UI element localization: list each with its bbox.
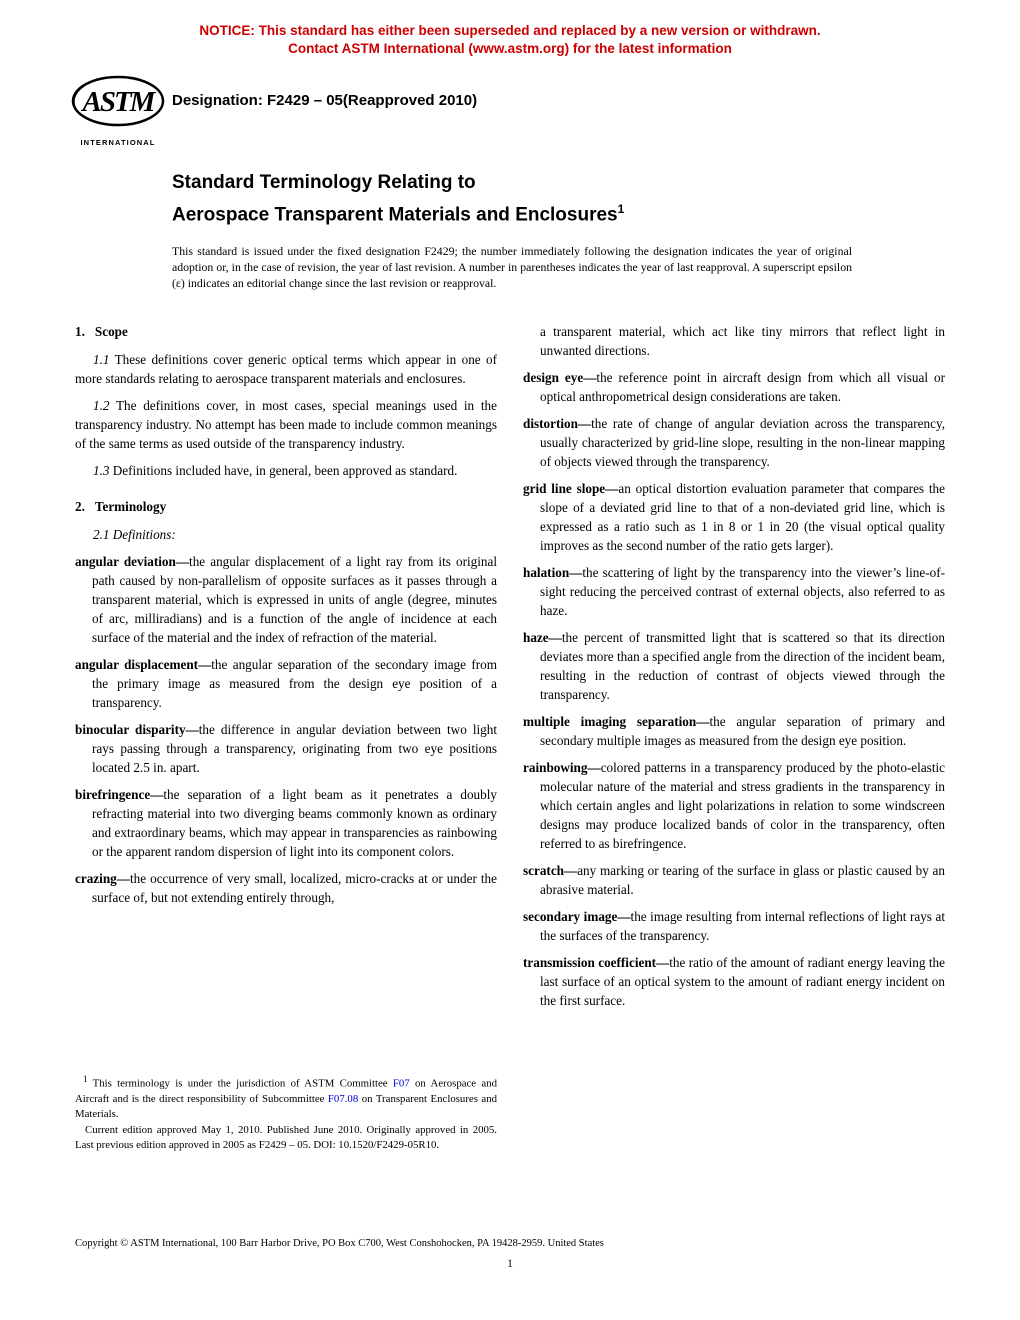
designation-text: Designation: F2429 – 05(Reapproved 2010) [172,92,478,109]
copyright-notice: Copyright © ASTM International, 100 Barr Harbor Drive, PO Box C700, West Conshohocken, PA 19428-2959. United States [75,1238,604,1249]
svg-text:ASTM: ASTM [82,86,154,118]
scope-heading-text: Scope [94,324,128,339]
scope-paragraph-1.3: 1.3 Definitions included have, in general, been approved as standard. [93,463,458,478]
definition-distortion: distortion—the rate of change of angular deviation across the transparency, usually characterized by grid-line slope, resulting in the non-linear mapping of objects viewed through the transparency. [523,416,945,469]
footnote-jurisdiction [75,1072,497,1122]
definition-halation: halation—the scattering of light by the transparency into the viewer’s line-of-sight reducing the perceived contrast of external objects, also referred to as haze. [523,565,945,618]
definition-binocular-disparity: binocular disparity—the difference in angular deviation between two light rays passing through a transparency, originating from two eye positions located 2.5 in. apart. [75,722,497,775]
title-footnote-ref: 1 [617,202,625,216]
definitions-label-number: 2.1 [93,527,110,542]
definition-birefringence: birefringence—the separation of a light beam as it penetrates a doubly refracting material into two diverging beams commonly known as ordinary and extraordinary beams, which may appear in transparencies as rainbowing or the apparent random dispersion of light into its component colors. [75,787,497,859]
footnote-marker: 1 [83,1074,88,1084]
definition-scratch: scratch—any marking or tearing of the surface in glass or plastic caused by an abrasive material. [523,863,945,897]
astm-logo-graphic [70,74,166,132]
definition-design-eye: design eye—the reference point in aircraft design from which all visual or optical anthropometrical design considerations are taken. [523,370,945,404]
definition-angular-displacement: angular displacement—the angular separation of the secondary image from the primary image as measured from the design eye position of a transparency. [75,657,497,710]
scope-heading [75,322,497,341]
crazing-definition-continuation: a transparent material, which act like tiny mirrors that reflect light in unwanted directions. [540,324,945,358]
page-number: 1 [507,1258,513,1270]
definitions-list-left [75,552,497,907]
footnote-edition: Current edition approved May 1, 2010. Published June 2010. Originally approved in 2005. Last previous edition approved in 2005 as F2429 – 05. DOI: 10.1520/F2429-05R10. [75,1123,497,1151]
title-line2-text: Aerospace Transparent Materials and Enclosures [172,204,618,226]
scope-paragraph-1.1: 1.1 These definitions cover generic optical terms which appear in one of more standards relating to aerospace transparent materials and enclosures. [75,352,497,386]
terminology-heading [75,497,497,516]
supersession-notice [0,22,1020,58]
definition-rainbowing: rainbowing—colored patterns in a transparency produced by the photo-elastic molecular nature of the material and stress gradients in the transparency in which certain angles and light polarizations in relation to some windscreen designs may produce localized bands of color in the transparency, often referred to as birefringence. [523,760,945,851]
scope-paragraph-1.2: 1.2 The definitions cover, in most cases, special meanings used in the transparency industry. No attempt has been made to include common meanings of the same terms as used outside of the transparency industry. [75,398,497,451]
committee-link-f07-08[interactable]: F07.08 [327,1092,359,1105]
terminology-heading-text: Terminology [94,499,167,514]
definition-angular-deviation: angular deviation—the angular displacement of a light ray from its original path caused by non-parallelism of opposite surfaces as it passes through a transparent material, which is expressed in units of angle (degree, minutes of arc, milliradians) and is a function of the angle of incidence at each surface of the material and the index of refraction of the material. [75,554,497,645]
astm-logo [70,74,166,147]
definitions-label [75,525,497,544]
body-columns [75,322,945,1018]
title-line1: Standard Terminology Relating to [172,172,476,193]
left-column [75,322,497,1018]
footnote-text-segment: This terminology is under the jurisdiction of ASTM Committee [92,1077,393,1090]
definition-grid-line-slope: grid line slope—an optical distortion evaluation parameter that compares the slope of a deviated grid line to that of a non-deviated grid line, which is expressed as a ratio such as 1 in 8 or 1 in 20 (the visual optical quality improves as the second number of the ratio gets larger). [523,481,945,553]
scope-heading-number: 1. [75,324,85,339]
definition-multiple-imaging-separation: multiple imaging separation—the angular separation of primary and secondary multiple images as measured from the design eye position. [523,714,945,748]
definition-secondary-image: secondary image—the image resulting from internal reflections of light rays at the surfaces of the transparency. [523,909,945,943]
notice-line2: Contact ASTM International (www.astm.org) for the latest information [288,41,732,56]
definition-haze: haze—the percent of transmitted light that is scattered so that its direction deviates more than a specified angle from the direction of the incident beam, resulting in the reduction of contrast of objects viewed through the transparency. [523,630,945,702]
astm-logo-international-label: INTERNATIONAL [80,138,156,147]
notice-line1: NOTICE: This standard has either been superseded and replaced by a new version or withdrawn. [199,23,821,38]
footnote-text-segment: on Transparent Enclosures and Materials. [75,1092,497,1120]
scope-paragraphs [75,350,497,480]
designation [172,92,477,109]
terminology-heading-number: 2. [75,499,85,514]
footnote-text-segment: on Aerospace and Aircraft and is the direct responsibility of Subcommittee [75,1077,497,1105]
right-column [523,322,945,1018]
committee-link-f07[interactable]: F07 [392,1077,410,1090]
title-line2 [172,196,624,228]
definitions-label-text: Definitions: [112,527,176,542]
issuance-statement: This standard is issued under the fixed designation F2429; the number immediately following the designation indicates the year of original adoption or, in the case of revision, the year of last revision. A number in parentheses indicates the year of last reapproval. A superscript epsilon (ε) indicates an editorial change since the last revision or reapproval. [172,244,852,290]
definitions-list-right [523,368,945,1010]
footnote-block [75,1072,497,1153]
definition-transmission-coefficient: transmission coefficient—the ratio of the amount of radiant energy leaving the last surface of an optical system to the amount of radiant energy incident on the first surface. [523,955,945,1008]
definition-crazing: crazing—the occurrence of very small, localized, micro-cracks at or under the surface of, but not extending entirely through, [75,871,497,905]
document-title [172,170,624,228]
